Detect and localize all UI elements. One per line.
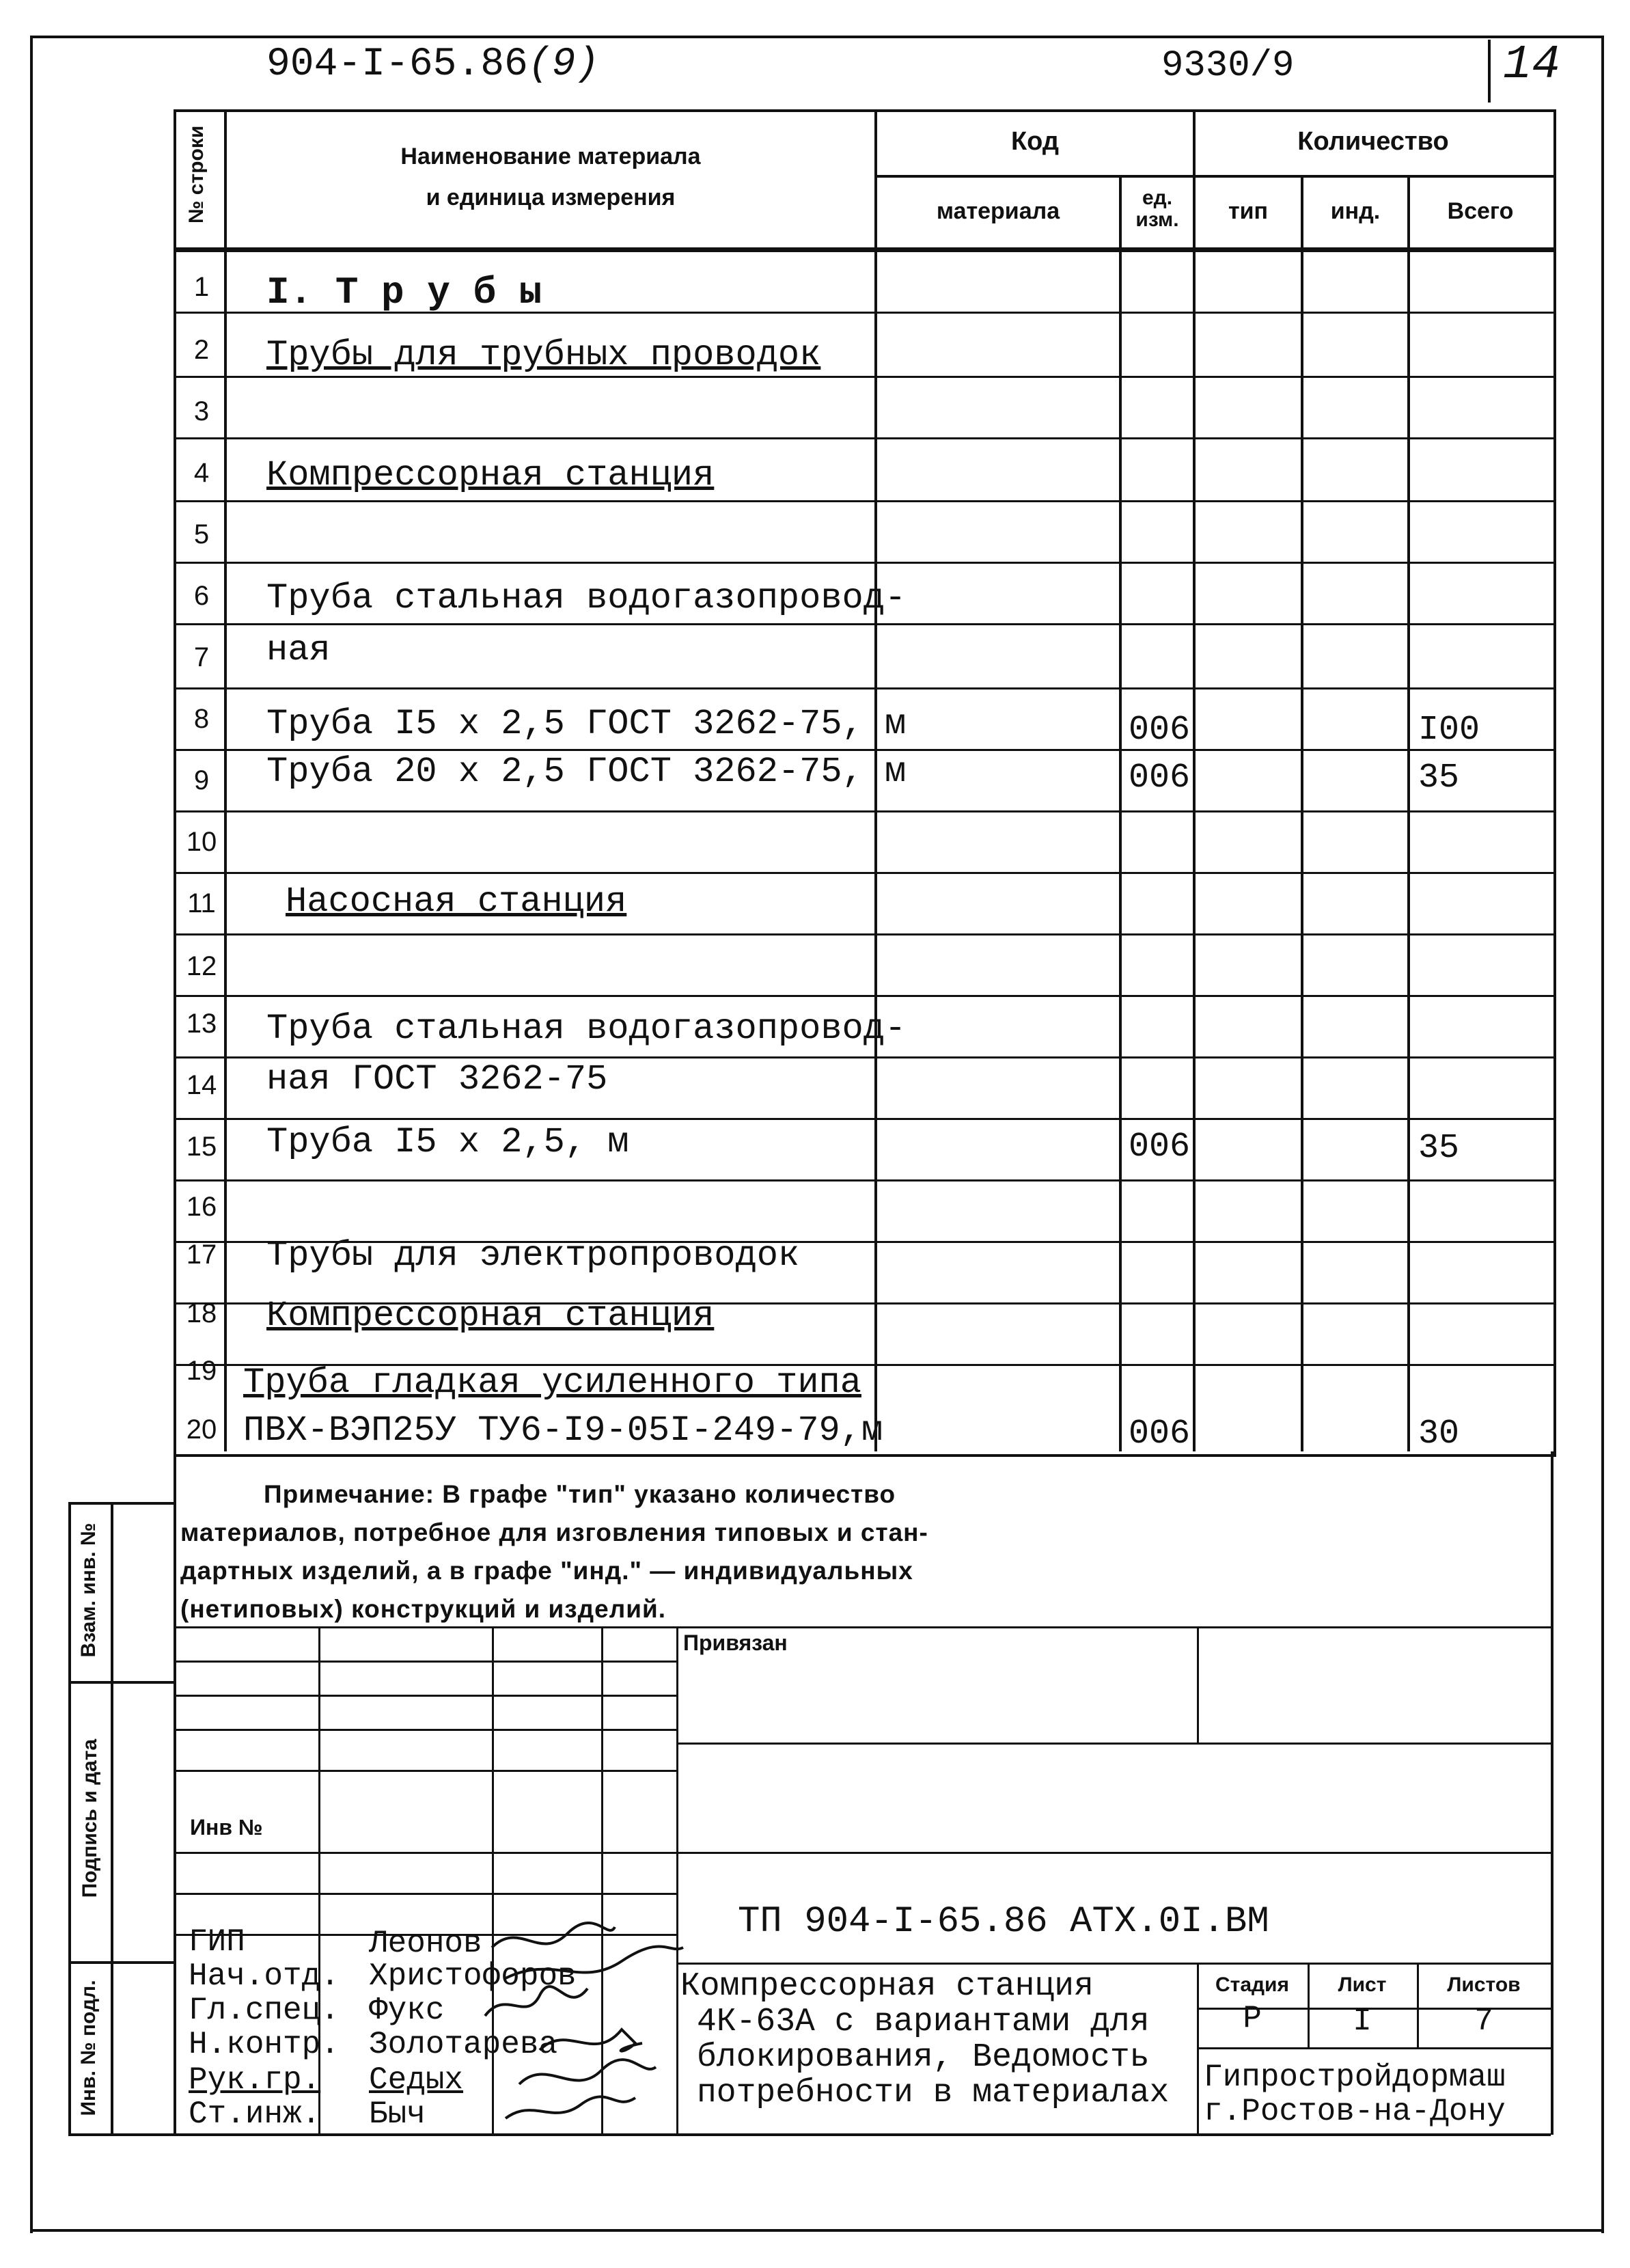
row-text: Компрессорная станция (266, 1296, 715, 1336)
header-qty-ind: инд. (1330, 198, 1381, 224)
margin-rule (68, 1502, 174, 1505)
role-label: Нач.отд. (189, 1958, 340, 1994)
stamp-rule (174, 1626, 1553, 1628)
row-line (174, 1118, 1553, 1120)
row-number: 10 (186, 827, 217, 857)
inventory-number: 9330/9 (1161, 45, 1295, 87)
role-label: ГИП (189, 1924, 245, 1960)
unit-code: 006 (1129, 759, 1191, 797)
row-line (174, 749, 1553, 751)
row-text: Насосная станция (286, 882, 627, 922)
sheets-value: 7 (1474, 2004, 1493, 2039)
row-number: 5 (193, 519, 210, 549)
role-name: Христофоров (369, 1958, 577, 1994)
header-name-line1: Наименование материала (400, 144, 701, 169)
row-line (174, 1179, 1553, 1181)
row-line (174, 376, 1553, 378)
row-number: 20 (186, 1415, 217, 1445)
row-number: 9 (193, 765, 210, 795)
margin-rule (68, 2133, 1551, 2136)
title-line: потребности в материалах (697, 2075, 1170, 2112)
margin-line-outer (68, 1502, 71, 2133)
title-line: Компрессорная станция (680, 1968, 1094, 2005)
role-label: Рук.гр. (189, 2062, 321, 2098)
row-number: 15 (186, 1132, 217, 1162)
row-text: Труба стальная водогазопровод- (266, 1009, 907, 1049)
row-number: 17 (186, 1240, 217, 1270)
doc-code-main: 904-I-65.86 (266, 42, 528, 87)
row-number: 18 (186, 1298, 217, 1328)
margin-line-inner (111, 1502, 113, 2133)
inv-number-label: Инв № (190, 1815, 263, 1840)
stamp-right-border (1551, 1451, 1553, 2135)
row-number: 4 (193, 458, 210, 488)
note-line: Примечание: В графе "тип" указано количество (264, 1480, 896, 1508)
qty-total: I00 (1418, 711, 1480, 750)
header-rownum: № строки (185, 125, 208, 223)
document-designation: ТП 904-I-65.86 АТХ.0I.ВМ (738, 1901, 1269, 1943)
note-line: (нетиповых) конструкций и изделий. (180, 1595, 667, 1623)
row-text: ная ГОСТ 3262-75 (266, 1059, 608, 1099)
row-line (174, 810, 1553, 812)
stamp-rule (174, 1852, 1551, 1854)
sheet-label: Лист (1338, 1973, 1387, 1996)
header-qty-total: Всего (1447, 198, 1514, 224)
note-line: материалов, потребное для изговления типовых и стан- (180, 1518, 928, 1546)
privyazan-label: Привязан (683, 1630, 788, 1655)
page-number-divider (1488, 40, 1491, 103)
row-text: Труба 20 х 2,5 ГОСТ 3262-75, м (266, 752, 907, 792)
row-line (174, 687, 1553, 689)
stamp-rule (1197, 2047, 1551, 2049)
page-number: 14 (1503, 38, 1561, 92)
margin-inv-podl-label: Инв. № подл. (77, 1980, 100, 2116)
stamp-col (1197, 1626, 1199, 1743)
stamp-left-border (174, 1451, 176, 2135)
row-number: 13 (186, 1009, 217, 1039)
role-name: Быч (369, 2096, 426, 2132)
row-line (174, 562, 1553, 564)
stage-value: Р (1243, 2001, 1262, 2036)
note-line: дартных изделий, а в графе "инд." — индивидуальных (180, 1557, 913, 1585)
header-qty: Количество (1297, 127, 1449, 156)
col-line-code-end (1193, 109, 1196, 1451)
title-line: блокирования, Ведомость (697, 2039, 1150, 2076)
header-subrule (874, 175, 1553, 178)
header-code-material: материала (936, 198, 1060, 224)
row-number: 3 (193, 396, 210, 426)
row-line (174, 623, 1553, 625)
role-label: Н.контр. (189, 2027, 340, 2062)
row-number: 1 (193, 272, 210, 302)
qty-total: 35 (1418, 1129, 1460, 1168)
row-line (174, 500, 1553, 502)
header-qty-type: тип (1228, 198, 1269, 224)
row-line (174, 1056, 1553, 1058)
row-line (174, 995, 1553, 997)
row-number: 14 (186, 1070, 217, 1100)
row-number: 19 (186, 1356, 217, 1386)
role-name: Седых (369, 2062, 464, 2098)
role-label: Гл.спец. (189, 1993, 340, 2028)
role-name: Фукс (369, 1993, 445, 2028)
stage-label: Стадия (1215, 1973, 1290, 1996)
row-number: 8 (193, 704, 210, 734)
page-bottom-rule (30, 2229, 1601, 2232)
row-number: 7 (193, 642, 210, 672)
unit-code: 006 (1129, 711, 1191, 750)
col-line-unit (1119, 175, 1122, 1451)
sheet-value: I (1353, 2004, 1372, 2039)
title-line: 4К-63А с вариантами для (697, 2004, 1150, 2040)
margin-rule (68, 1681, 174, 1684)
role-label: Ст.инж. (189, 2096, 321, 2132)
unit-code: 006 (1129, 1415, 1191, 1453)
row-line (174, 872, 1553, 874)
margin-podpis-label: Подпись и дата (79, 1738, 101, 1898)
role-name: Леонов (369, 1926, 482, 1961)
row-line (174, 933, 1553, 935)
unit-code: 006 (1129, 1128, 1191, 1166)
stamp-rule (676, 1963, 1551, 1965)
sheets-label: Листов (1447, 1973, 1521, 1996)
row-text: Труба гладкая усиленного типа (243, 1363, 861, 1403)
org-line: г.Ростов-на-Дону (1204, 2094, 1506, 2129)
signatures-image (478, 1913, 697, 2132)
header-bottom-rule (174, 247, 1553, 252)
row-number: 2 (193, 335, 210, 365)
doc-code (266, 42, 599, 87)
row-text: Трубы для электропроводок (266, 1235, 800, 1276)
row-number: 16 (186, 1192, 217, 1222)
row-text: ПВХ-ВЭП25У ТУ6-I9-05I-249-79,м (243, 1410, 883, 1451)
role-name: Золотарева (369, 2027, 558, 2062)
doc-code-suffix: (9) (527, 42, 600, 87)
col-line-ind (1301, 175, 1303, 1451)
row-number: 12 (186, 951, 217, 981)
row-text: I. Т р у б ы (266, 271, 542, 314)
margin-vzam-label: Взам. инв. № (77, 1522, 100, 1658)
header-name-line2: и единица измерения (426, 185, 676, 210)
margin-rule (68, 1961, 174, 1964)
col-line-total (1407, 175, 1410, 1451)
org-line: Гипростройдормаш (1204, 2060, 1506, 2095)
row-text: Компрессорная станция (266, 455, 715, 495)
row-text: Трубы для трубных проводок (266, 335, 821, 375)
row-text: Труба I5 х 2,5, м (266, 1122, 629, 1162)
stamp-rule (676, 1743, 1551, 1745)
row-text: Труба I5 х 2,5 ГОСТ 3262-75, м (266, 704, 907, 744)
qty-total: 35 (1418, 759, 1460, 797)
row-number: 6 (193, 581, 210, 611)
row-text: ная (266, 630, 331, 670)
row-text: Труба стальная водогазопровод- (266, 578, 907, 618)
header-code-unit: ед. изм. (1135, 187, 1179, 231)
row-number: 11 (187, 888, 216, 918)
row-line (174, 437, 1553, 439)
qty-total: 30 (1418, 1415, 1460, 1453)
header-code: Код (1010, 127, 1060, 156)
